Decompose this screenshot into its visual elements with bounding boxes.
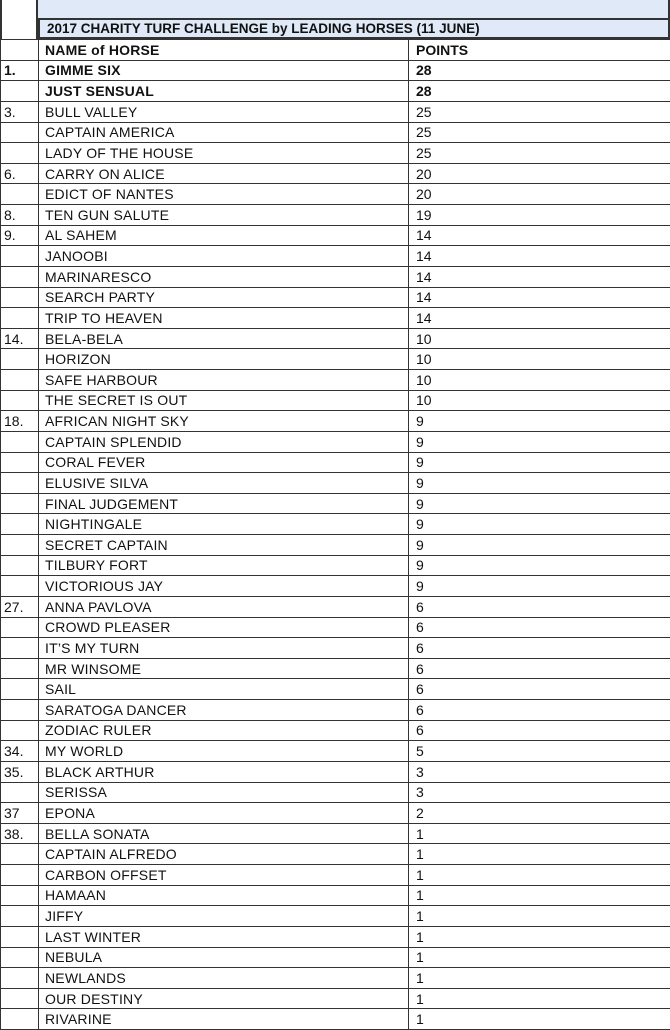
position-cell xyxy=(1,906,39,927)
horse-name-cell: BLACK ARTHUR xyxy=(39,761,409,782)
points-cell: 6 xyxy=(409,720,670,741)
horse-name-cell: OUR DESTINY xyxy=(39,988,409,1009)
position-cell: 27. xyxy=(1,596,39,617)
table-row xyxy=(1,143,670,164)
table-row xyxy=(1,225,670,246)
horse-name-cell: NEBULA xyxy=(39,947,409,968)
horse-name-cell: CARBON OFFSET xyxy=(39,865,409,886)
horse-name-cell: CROWD PLEASER xyxy=(39,617,409,638)
points-cell: 10 xyxy=(409,349,670,370)
page-title: 2017 CHARITY TURF CHALLENGE by LEADING HORSES (11 JUNE) xyxy=(38,18,670,39)
horse-name-cell: BELLA SONATA xyxy=(39,823,409,844)
table-row xyxy=(1,163,670,184)
points-cell: 5 xyxy=(409,741,670,762)
position-cell xyxy=(1,390,39,411)
points-cell: 6 xyxy=(409,679,670,700)
table-row xyxy=(1,535,670,556)
horse-name-cell: MR WINSOME xyxy=(39,658,409,679)
position-cell xyxy=(1,473,39,494)
horse-name-cell: JANOOBI xyxy=(39,246,409,267)
horse-name-cell: IT’S MY TURN xyxy=(39,638,409,659)
position-cell xyxy=(1,638,39,659)
points-cell: 6 xyxy=(409,617,670,638)
points-cell: 9 xyxy=(409,535,670,556)
table-row xyxy=(1,452,670,473)
table-row xyxy=(1,823,670,844)
table-row xyxy=(1,968,670,989)
points-cell: 14 xyxy=(409,225,670,246)
position-cell xyxy=(1,246,39,267)
position-cell xyxy=(1,431,39,452)
points-cell: 1 xyxy=(409,947,670,968)
horse-name-cell: BULL VALLEY xyxy=(39,101,409,122)
position-cell: 6. xyxy=(1,163,39,184)
table-row xyxy=(1,514,670,535)
table-header-row xyxy=(1,40,670,61)
points-cell: 9 xyxy=(409,452,670,473)
table-row xyxy=(1,328,670,349)
points-cell: 9 xyxy=(409,576,670,597)
points-cell: 10 xyxy=(409,328,670,349)
horse-name-cell: MY WORLD xyxy=(39,741,409,762)
position-cell: 35. xyxy=(1,761,39,782)
table-row xyxy=(1,782,670,803)
position-cell xyxy=(1,555,39,576)
table-row xyxy=(1,1009,670,1030)
points-cell: 14 xyxy=(409,308,670,329)
points-cell: 1 xyxy=(409,906,670,927)
horse-name-cell: NIGHTINGALE xyxy=(39,514,409,535)
table-row xyxy=(1,287,670,308)
table-row xyxy=(1,308,670,329)
table-row xyxy=(1,638,670,659)
table-row xyxy=(1,617,670,638)
points-cell: 20 xyxy=(409,184,670,205)
table-row xyxy=(1,370,670,391)
table-row xyxy=(1,865,670,886)
table-row xyxy=(1,947,670,968)
column-header-points: POINTS xyxy=(409,40,670,61)
position-cell xyxy=(1,81,39,102)
table-row xyxy=(1,741,670,762)
horse-name-cell: HORIZON xyxy=(39,349,409,370)
points-cell: 6 xyxy=(409,700,670,721)
horse-name-cell: CAPTAIN ALFREDO xyxy=(39,844,409,865)
position-cell xyxy=(1,143,39,164)
top-band-right-cell xyxy=(38,0,670,18)
points-cell: 1 xyxy=(409,926,670,947)
points-cell: 28 xyxy=(409,60,670,81)
column-header-position xyxy=(1,40,39,61)
table-row xyxy=(1,906,670,927)
position-cell: 8. xyxy=(1,205,39,226)
table-row xyxy=(1,679,670,700)
horse-name-cell: SECRET CAPTAIN xyxy=(39,535,409,556)
table-row xyxy=(1,184,670,205)
table-row xyxy=(1,266,670,287)
horse-name-cell: CAPTAIN AMERICA xyxy=(39,122,409,143)
table-row xyxy=(1,81,670,102)
horse-name-cell: CAPTAIN SPLENDID xyxy=(39,431,409,452)
position-cell xyxy=(1,617,39,638)
leaderboard-table xyxy=(0,39,670,1030)
horse-name-cell: MARINARESCO xyxy=(39,266,409,287)
points-cell: 9 xyxy=(409,411,670,432)
position-cell xyxy=(1,658,39,679)
horse-name-cell: EDICT OF NANTES xyxy=(39,184,409,205)
horse-name-cell: GIMME SIX xyxy=(39,60,409,81)
horse-name-cell: HAMAAN xyxy=(39,885,409,906)
table-row xyxy=(1,700,670,721)
table-row xyxy=(1,349,670,370)
points-cell: 28 xyxy=(409,81,670,102)
table-row xyxy=(1,60,670,81)
table-row xyxy=(1,473,670,494)
table-row xyxy=(1,720,670,741)
position-cell xyxy=(1,885,39,906)
points-cell: 25 xyxy=(409,122,670,143)
points-cell: 3 xyxy=(409,782,670,803)
table-row xyxy=(1,885,670,906)
table-row xyxy=(1,122,670,143)
horse-name-cell: RIVARINE xyxy=(39,1009,409,1030)
points-cell: 3 xyxy=(409,761,670,782)
points-cell: 6 xyxy=(409,638,670,659)
horse-name-cell: SAFE HARBOUR xyxy=(39,370,409,391)
position-cell xyxy=(1,782,39,803)
points-cell: 2 xyxy=(409,803,670,824)
position-cell xyxy=(1,679,39,700)
table-row xyxy=(1,101,670,122)
horse-name-cell: AL SAHEM xyxy=(39,225,409,246)
position-cell xyxy=(1,514,39,535)
horse-name-cell: CARRY ON ALICE xyxy=(39,163,409,184)
points-cell: 9 xyxy=(409,493,670,514)
points-cell: 1 xyxy=(409,988,670,1009)
table-row xyxy=(1,761,670,782)
points-cell: 1 xyxy=(409,844,670,865)
points-cell: 25 xyxy=(409,101,670,122)
points-cell: 19 xyxy=(409,205,670,226)
position-cell: 38. xyxy=(1,823,39,844)
position-cell xyxy=(1,988,39,1009)
position-cell xyxy=(1,720,39,741)
table-row xyxy=(1,390,670,411)
table-row xyxy=(1,658,670,679)
points-cell: 1 xyxy=(409,968,670,989)
horse-name-cell: NEWLANDS xyxy=(39,968,409,989)
position-cell: 1. xyxy=(1,60,39,81)
horse-name-cell: SEARCH PARTY xyxy=(39,287,409,308)
horse-name-cell: SARATOGA DANCER xyxy=(39,700,409,721)
table-row xyxy=(1,205,670,226)
table-row xyxy=(1,844,670,865)
horse-name-cell: FINAL JUDGEMENT xyxy=(39,493,409,514)
points-cell: 1 xyxy=(409,823,670,844)
position-cell xyxy=(1,122,39,143)
table-row xyxy=(1,926,670,947)
position-cell xyxy=(1,370,39,391)
table-row xyxy=(1,576,670,597)
points-cell: 6 xyxy=(409,658,670,679)
points-cell: 10 xyxy=(409,370,670,391)
horse-name-cell: EPONA xyxy=(39,803,409,824)
table-row xyxy=(1,596,670,617)
position-cell xyxy=(1,844,39,865)
table-row xyxy=(1,246,670,267)
points-cell: 25 xyxy=(409,143,670,164)
table-row xyxy=(1,493,670,514)
horse-name-cell: LAST WINTER xyxy=(39,926,409,947)
column-header-name: NAME of HORSE xyxy=(39,40,409,61)
position-cell xyxy=(1,493,39,514)
table-row xyxy=(1,555,670,576)
position-cell xyxy=(1,266,39,287)
points-cell: 9 xyxy=(409,514,670,535)
position-cell: 9. xyxy=(1,225,39,246)
table-row xyxy=(1,411,670,432)
position-cell xyxy=(1,1009,39,1030)
horse-name-cell: LADY OF THE HOUSE xyxy=(39,143,409,164)
points-cell: 1 xyxy=(409,1009,670,1030)
position-cell xyxy=(1,926,39,947)
top-band xyxy=(0,0,670,18)
points-cell: 9 xyxy=(409,473,670,494)
table-row xyxy=(1,431,670,452)
points-cell: 14 xyxy=(409,246,670,267)
horse-name-cell: SERISSA xyxy=(39,782,409,803)
points-cell: 9 xyxy=(409,431,670,452)
horse-name-cell: AFRICAN NIGHT SKY xyxy=(39,411,409,432)
points-cell: 6 xyxy=(409,596,670,617)
horse-name-cell: JIFFY xyxy=(39,906,409,927)
table-row xyxy=(1,988,670,1009)
position-cell xyxy=(1,349,39,370)
horse-name-cell: BELA-BELA xyxy=(39,328,409,349)
points-cell: 9 xyxy=(409,555,670,576)
points-cell: 20 xyxy=(409,163,670,184)
position-cell: 3. xyxy=(1,101,39,122)
points-cell: 14 xyxy=(409,287,670,308)
points-cell: 1 xyxy=(409,865,670,886)
top-band-left-cell xyxy=(0,0,38,18)
horse-name-cell: CORAL FEVER xyxy=(39,452,409,473)
horse-name-cell: THE SECRET IS OUT xyxy=(39,390,409,411)
position-cell xyxy=(1,308,39,329)
horse-name-cell: TEN GUN SALUTE xyxy=(39,205,409,226)
horse-name-cell: ZODIAC RULER xyxy=(39,720,409,741)
position-cell xyxy=(1,184,39,205)
points-cell: 1 xyxy=(409,885,670,906)
horse-name-cell: TILBURY FORT xyxy=(39,555,409,576)
table-body xyxy=(1,40,670,1030)
points-cell: 14 xyxy=(409,266,670,287)
points-cell: 10 xyxy=(409,390,670,411)
horse-name-cell: ANNA PAVLOVA xyxy=(39,596,409,617)
horse-name-cell: TRIP TO HEAVEN xyxy=(39,308,409,329)
horse-name-cell: SAIL xyxy=(39,679,409,700)
horse-name-cell: VICTORIOUS JAY xyxy=(39,576,409,597)
position-cell xyxy=(1,287,39,308)
position-cell xyxy=(1,452,39,473)
position-cell: 34. xyxy=(1,741,39,762)
table-row xyxy=(1,803,670,824)
horse-name-cell: JUST SENSUAL xyxy=(39,81,409,102)
position-cell: 14. xyxy=(1,328,39,349)
position-cell xyxy=(1,535,39,556)
position-cell xyxy=(1,865,39,886)
horse-name-cell: ELUSIVE SILVA xyxy=(39,473,409,494)
title-left-cell xyxy=(0,18,38,39)
position-cell: 37 xyxy=(1,803,39,824)
position-cell: 18. xyxy=(1,411,39,432)
position-cell xyxy=(1,968,39,989)
position-cell xyxy=(1,576,39,597)
position-cell xyxy=(1,947,39,968)
title-row xyxy=(0,18,670,39)
position-cell xyxy=(1,700,39,721)
